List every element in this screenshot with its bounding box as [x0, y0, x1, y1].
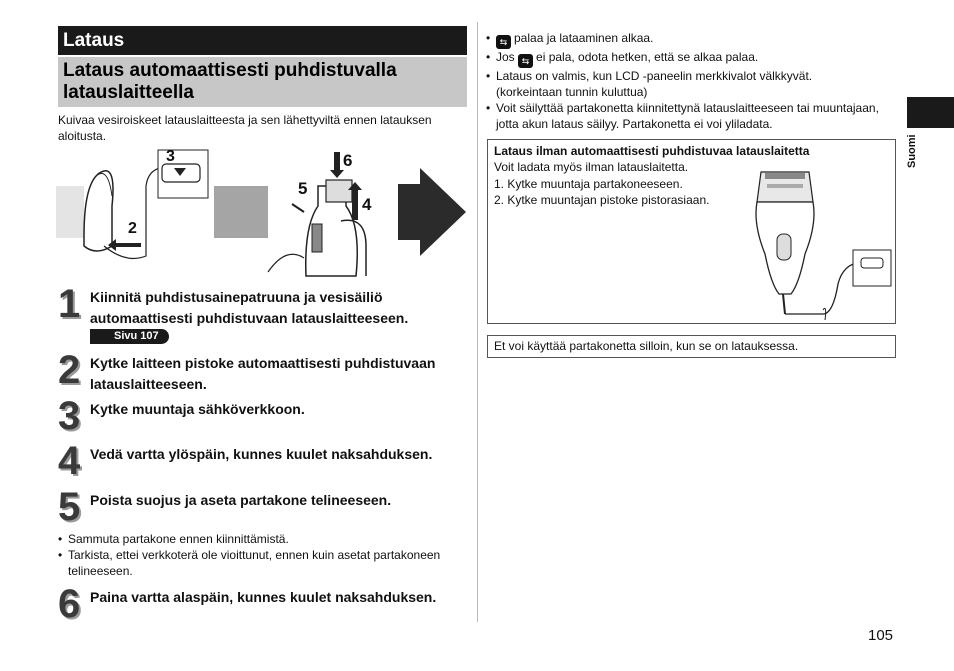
step-text: Vedä vartta ylöspäin, kunnes kuulet naksahduksen.: [90, 446, 433, 462]
intro-text: Kuivaa vesiroiskeet latauslaitteesta ja sen lähettyviltä ennen latauksen aloitusta.: [58, 113, 432, 143]
arrow-down-icon: [330, 152, 344, 178]
bullet-item: [486, 68, 896, 100]
info-box-line: Voit ladata myös ilman latauslaitetta.: [494, 160, 689, 174]
page-number: 105: [868, 627, 894, 644]
page-reference-badge[interactable]: Sivu 107: [90, 329, 169, 344]
info-box-title: Lataus ilman automaattisesti puhdistuvaa latauslaitetta: [494, 144, 810, 158]
figure-label-4: 4: [362, 195, 372, 214]
step-number: 4: [58, 439, 81, 483]
step-number: 6: [58, 582, 81, 626]
language-tab-label: Suomi: [906, 134, 918, 168]
arrow-left-icon: [108, 239, 141, 251]
info-box-line: 1. Kytke muuntaja partakoneeseen.: [494, 177, 683, 191]
step-number: 1: [58, 282, 81, 326]
bullet-text: palaa ja lataaminen alkaa.: [514, 31, 654, 45]
step-text: Kytke muuntaja sähköverkkoon.: [90, 401, 305, 417]
warning-box: Et voi käyttää partakonetta silloin, kun se on latauksessa.: [487, 335, 896, 358]
shaver-adapter-illustration: [743, 164, 893, 322]
charge-icon: ⇆: [496, 35, 511, 49]
step-number: 2: [58, 348, 81, 392]
bullet-text-cont: (korkeintaan tunnin kuluttua): [496, 85, 648, 99]
step-text: Kytke laitteen pistoke automaattisesti puhdistuvaan latauslaitteeseen.: [90, 355, 436, 392]
step-text: Poista suojus ja aseta partakone telineeseen.: [90, 492, 392, 508]
charging-illustration: [56, 146, 468, 278]
charger-base-sketch: [84, 171, 113, 251]
section-subtitle: Lataus automaattisesti puhdistuvalla latauslaitteella: [58, 57, 467, 107]
figure-label-6: 6: [343, 151, 353, 170]
arrow-right-icon: [398, 168, 466, 256]
info-box-no-charger: [487, 139, 896, 324]
bullet-text: Voit säilyttää partakonetta kiinnitettynä latauslaitteeseen tai muuntajaan,: [496, 101, 879, 115]
figure-label-3: 3: [166, 148, 175, 165]
bullet-text: Lataus on valmis, kun LCD -paneelin merkkivalot välkkyvät.: [496, 69, 813, 83]
step-number: 5: [58, 485, 81, 529]
step-number: 3: [58, 394, 81, 438]
step-text: Kiinnitä puhdistusainepatruuna ja vesisäiliö automaattisesti puhdistuvaan latauslaitteeseen.: [90, 289, 409, 326]
bullet-text: ei pala, odota hetken, että se alkaa palaa.: [536, 50, 759, 64]
bullet-prefix: Jos: [496, 50, 515, 64]
bullet-item: [486, 49, 896, 68]
note-item: • Sammuta partakone ennen kiinnittämistä.: [58, 531, 463, 547]
bullet-text-cont: jotta akun lataus säilyy. Partakonetta ei voi yliladata.: [496, 117, 773, 131]
gray-panel-left: [56, 186, 84, 238]
figure-label-5: 5: [298, 179, 308, 198]
column-divider: [477, 22, 478, 622]
bullet-item: [486, 100, 896, 132]
notes-list: [58, 531, 463, 579]
charging-status-list: [486, 30, 896, 132]
language-tab-marker: [907, 97, 954, 128]
charge-icon: ⇆: [518, 54, 533, 68]
gray-panel-middle: [214, 186, 268, 238]
section-title: Lataus: [58, 26, 467, 55]
info-box-line: 2. Kytke muuntajan pistoke pistorasiaan.: [494, 193, 710, 207]
figure-label-2: 2: [128, 220, 137, 237]
step-text: Paina vartta alaspäin, kunnes kuulet naksahduksen.: [90, 589, 437, 605]
note-item: • Tarkista, ettei verkkoterä ole vioittunut, ennen kuin asetat partakoneen telineeseen.: [58, 547, 463, 579]
bullet-item: [486, 30, 896, 49]
